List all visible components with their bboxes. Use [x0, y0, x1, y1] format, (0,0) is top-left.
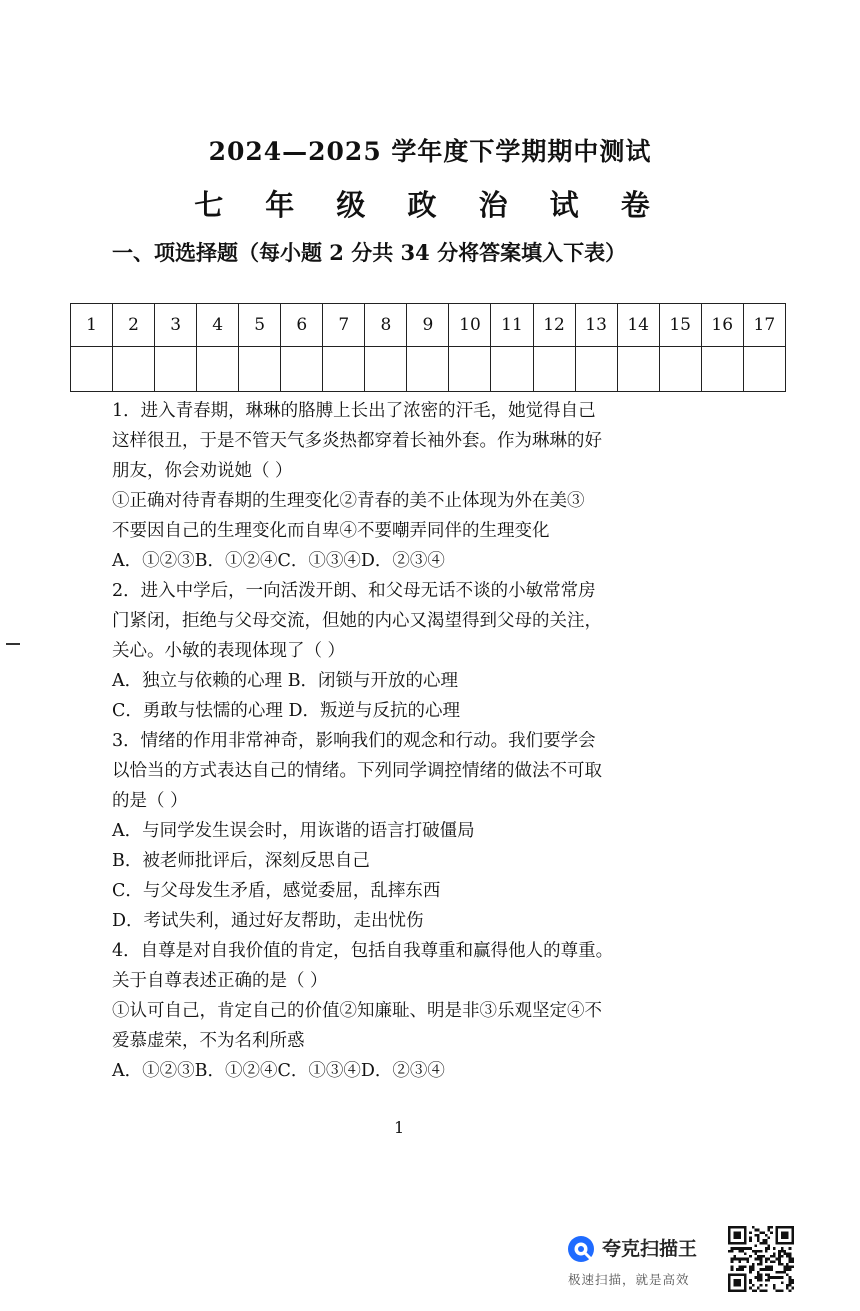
- margin-dash: [6, 643, 20, 645]
- question-line: 的是（ ）: [112, 791, 188, 811]
- answer-number-cell: 16: [701, 304, 743, 347]
- question-line: 门紧闭，拒绝与父母交流，但她的内心又渴望得到父母的关注，: [112, 611, 602, 631]
- answer-number-cell: 8: [365, 304, 407, 347]
- answer-table-answer-row: [71, 347, 786, 392]
- question-line: A．与同学发生误会时，用诙谐的语言打破僵局: [112, 821, 475, 841]
- section-title: 一、项选择题（每小题 2 分共 34 分将答案填入下表）: [112, 240, 627, 265]
- page-number: 1: [394, 1118, 405, 1137]
- question-line: B．被老师批评后，深刻反思自己: [112, 851, 370, 871]
- answer-blank-cell[interactable]: [239, 347, 281, 392]
- answer-number-cell: 15: [659, 304, 701, 347]
- question-line: 4．自尊是对自我价值的肯定，包括自我尊重和赢得他人的尊重。: [112, 941, 614, 961]
- answer-blank-cell[interactable]: [533, 347, 575, 392]
- answer-blank-cell[interactable]: [407, 347, 449, 392]
- question-line: 爱慕虚荣，不为名利所惑: [112, 1031, 305, 1051]
- qr-code-icon: [728, 1226, 794, 1292]
- answer-blank-cell[interactable]: [113, 347, 155, 392]
- answer-blank-cell[interactable]: [365, 347, 407, 392]
- answer-blank-cell[interactable]: [617, 347, 659, 392]
- question-line: 朋友，你会劝说她（ ）: [112, 461, 293, 481]
- answer-number-cell: 4: [197, 304, 239, 347]
- answer-number-cell: 3: [155, 304, 197, 347]
- question-line: C．勇敢与怯懦的心理 D．叛逆与反抗的心理: [112, 701, 460, 721]
- exam-subtitle: 七 年 级 政 治 试 卷: [194, 188, 666, 222]
- answer-number-cell: 9: [407, 304, 449, 347]
- quark-logo-icon: [566, 1234, 596, 1264]
- answer-blank-cell[interactable]: [659, 347, 701, 392]
- answer-number-cell: 14: [617, 304, 659, 347]
- answer-blank-cell[interactable]: [323, 347, 365, 392]
- question-block: [112, 396, 692, 576]
- answer-number-cell: 5: [239, 304, 281, 347]
- exam-title: 2024—2025 学年度下学期期中测试: [208, 137, 652, 166]
- brand-slogan: 极速扫描，就是高效: [568, 1272, 690, 1287]
- answer-table: [70, 303, 786, 392]
- answer-blank-cell[interactable]: [155, 347, 197, 392]
- answer-blank-cell[interactable]: [281, 347, 323, 392]
- question-list: [112, 396, 692, 1086]
- answer-blank-cell[interactable]: [743, 347, 785, 392]
- answer-blank-cell[interactable]: [491, 347, 533, 392]
- brand-name: 夸克扫描王: [602, 1238, 698, 1260]
- question-line: 不要因自己的生理变化而自卑④不要嘲弄同伴的生理变化: [112, 521, 550, 541]
- question-line: ①认可自己，肯定自己的价值②知廉耻、明是非③乐观坚定④不: [112, 1001, 602, 1021]
- question-line: ①正确对待青春期的生理变化②青春的美不止体现为外在美③: [112, 491, 585, 511]
- answer-blank-cell[interactable]: [701, 347, 743, 392]
- question-block: [112, 936, 692, 1086]
- question-line: 关心。小敏的表现体现了（ ）: [112, 641, 346, 661]
- question-line: D．考试失利，通过好友帮助，走出忧伤: [112, 911, 424, 931]
- question-block: [112, 576, 692, 726]
- question-block: [112, 726, 692, 936]
- question-line: A．独立与依赖的心理 B．闭锁与开放的心理: [112, 671, 459, 691]
- answer-number-cell: 12: [533, 304, 575, 347]
- answer-blank-cell[interactable]: [449, 347, 491, 392]
- answer-number-cell: 11: [491, 304, 533, 347]
- answer-number-cell: 6: [281, 304, 323, 347]
- question-line: 以恰当的方式表达自己的情绪。下列同学调控情绪的做法不可取: [112, 761, 602, 781]
- answer-table-number-row: [71, 304, 786, 347]
- question-line: A．①②③B．①②④C．①③④D．②③④: [112, 1061, 445, 1081]
- question-line: 1．进入青春期，琳琳的胳膊上长出了浓密的汗毛，她觉得自己: [112, 401, 596, 421]
- answer-number-cell: 13: [575, 304, 617, 347]
- question-line: 3．情绪的作用非常神奇，影响我们的观念和行动。我们要学会: [112, 731, 596, 751]
- answer-number-cell: 10: [449, 304, 491, 347]
- answer-blank-cell[interactable]: [575, 347, 617, 392]
- question-line: A．①②③B．①②④C．①③④D．②③④: [112, 551, 445, 571]
- answer-number-cell: 2: [113, 304, 155, 347]
- question-line: 关于自尊表述正确的是（ ）: [112, 971, 328, 991]
- answer-blank-cell[interactable]: [71, 347, 113, 392]
- answer-number-cell: 17: [743, 304, 785, 347]
- answer-number-cell: 7: [323, 304, 365, 347]
- answer-blank-cell[interactable]: [197, 347, 239, 392]
- question-line: 2．进入中学后，一向活泼开朗、和父母无话不谈的小敏常常房: [112, 581, 596, 601]
- question-line: C．与父母发生矛盾，感觉委屈，乱摔东西: [112, 881, 441, 901]
- question-line: 这样很丑，于是不管天气多炎热都穿着长袖外套。作为琳琳的好: [112, 431, 602, 451]
- answer-number-cell: 1: [71, 304, 113, 347]
- scanner-watermark: [566, 1230, 726, 1290]
